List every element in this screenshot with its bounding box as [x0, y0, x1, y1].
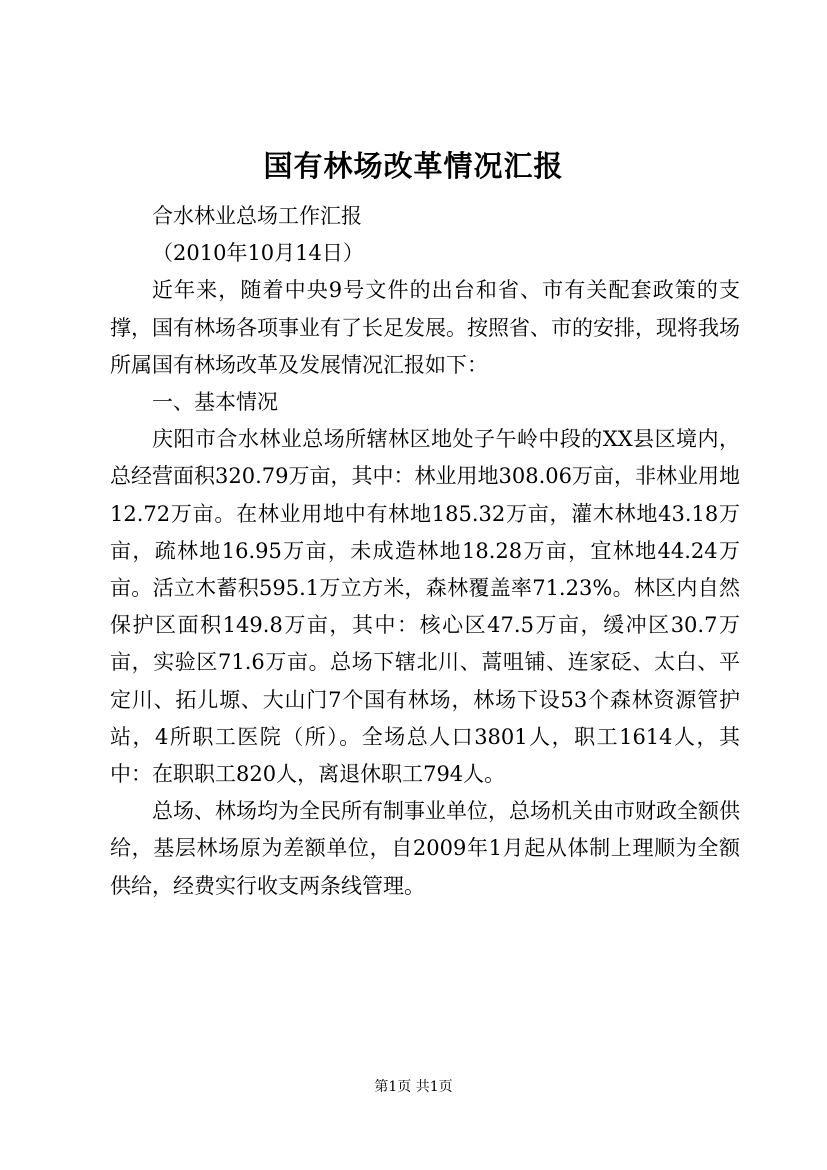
report-date: （2010年10月14日） — [152, 241, 364, 266]
paragraph-institution: 总场、林场均为全民所有制事业单位，总场机关由市财政全额供给，基层林场原为差额单位，自2009年1月起从体制上理顺为全额供给，经费实行收支两条线管理。 — [110, 799, 740, 898]
section-heading-basic-info: 一、基本情况 — [152, 390, 278, 415]
page-footer: 第1页 共1页 — [374, 1079, 453, 1095]
subtitle: 合水林业总场工作汇报 — [152, 204, 362, 228]
document-title: 国有林场改革情况汇报 — [263, 149, 564, 183]
document-body — [110, 198, 740, 905]
paragraph-intro: 近年来，随着中央9号文件的出台和省、市有关配套政策的支撑，国有林场各项事业有了长足发展。按照省、市的安排，现将我场所属国有林场改革及发展情况汇报如下： — [110, 278, 740, 377]
paragraph-basic-info: 庆阳市合水林业总场所辖林区地处子午岭中段的XX县区境内，总经营面积320.79万亩，其中：林业用地308.06万亩，非林业用地12.72万亩。在林业用地中有林地185.32万亩，灌木林地43.18万亩，疏林地16.95万亩，未成造林地18.28万亩，宜林地44.24万亩。活立木蓄积595.1万立方米，森林覆盖率71.23%。林区内自然保护区面积149.8万亩，其中：核心区47.5万亩，缓冲区30.7万亩，实验区71.6万亩。总场下辖北川、蒿咀铺、连家砭、太白、平定川、拓儿塬、大山门7个国有林场，林场下设53个森林资源管护站，4所职工医院（所）。全场总人口3801人，职工1614人，其中：在职职工820人，离退休职工794人。 — [110, 427, 740, 787]
